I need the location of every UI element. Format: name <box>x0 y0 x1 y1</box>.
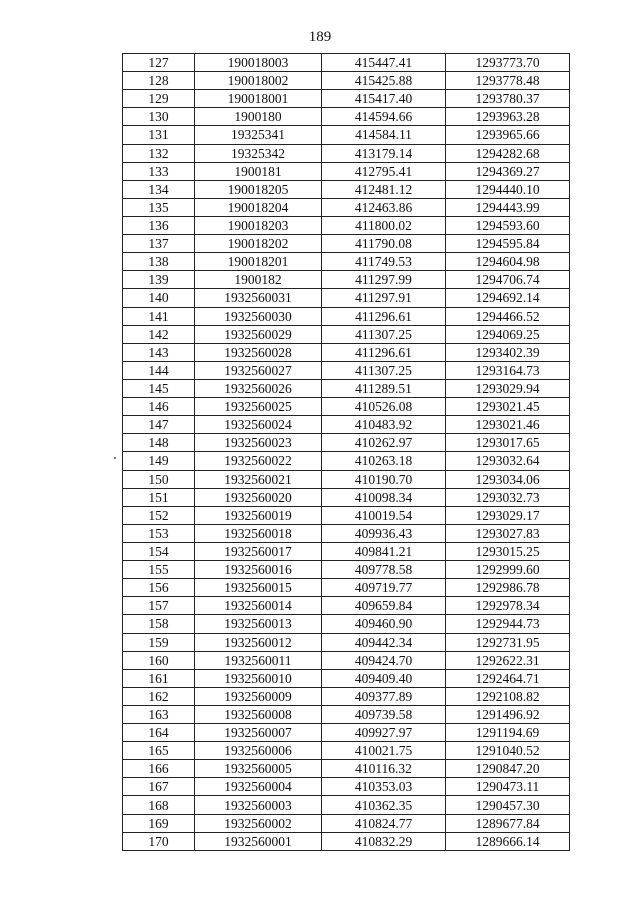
y-coordinate-cell: 1293773.70 <box>446 54 570 72</box>
x-coordinate-cell: 411297.91 <box>322 289 446 307</box>
table-row <box>123 579 570 597</box>
table-row <box>123 180 570 198</box>
x-coordinate-cell: 410263.18 <box>322 452 446 470</box>
y-coordinate-cell: 1291040.52 <box>446 742 570 760</box>
x-coordinate-cell: 410190.70 <box>322 470 446 488</box>
x-coordinate-cell: 409778.58 <box>322 561 446 579</box>
x-coordinate-cell: 411289.51 <box>322 379 446 397</box>
x-coordinate-cell: 410824.77 <box>322 814 446 832</box>
y-coordinate-cell: 1294440.10 <box>446 180 570 198</box>
x-coordinate-cell: 409927.97 <box>322 724 446 742</box>
table-row <box>123 814 570 832</box>
point-number-cell: 140 <box>123 289 195 307</box>
y-coordinate-cell: 1293029.17 <box>446 506 570 524</box>
table-row <box>123 434 570 452</box>
table-row <box>123 216 570 234</box>
table-row <box>123 452 570 470</box>
x-coordinate-cell: 414584.11 <box>322 126 446 144</box>
y-coordinate-cell: 1293778.48 <box>446 72 570 90</box>
y-coordinate-cell: 1293027.83 <box>446 524 570 542</box>
table-row <box>123 633 570 651</box>
point-number-cell: 160 <box>123 651 195 669</box>
table-row <box>123 90 570 108</box>
point-number-cell: 128 <box>123 72 195 90</box>
point-id-cell: 1932560022 <box>195 452 322 470</box>
x-coordinate-cell: 413179.14 <box>322 144 446 162</box>
y-coordinate-cell: 1290473.11 <box>446 778 570 796</box>
x-coordinate-cell: 415425.88 <box>322 72 446 90</box>
table-row <box>123 325 570 343</box>
point-number-cell: 162 <box>123 687 195 705</box>
y-coordinate-cell: 1294595.84 <box>446 235 570 253</box>
y-coordinate-cell: 1294069.25 <box>446 325 570 343</box>
x-coordinate-cell: 410262.97 <box>322 434 446 452</box>
point-id-cell: 1932560006 <box>195 742 322 760</box>
x-coordinate-cell: 410353.03 <box>322 778 446 796</box>
point-number-cell: 139 <box>123 271 195 289</box>
x-coordinate-cell: 409442.34 <box>322 633 446 651</box>
point-id-cell: 1900181 <box>195 162 322 180</box>
x-coordinate-cell: 410019.54 <box>322 506 446 524</box>
y-coordinate-cell: 1293164.73 <box>446 361 570 379</box>
table-row <box>123 398 570 416</box>
x-coordinate-cell: 411749.53 <box>322 253 446 271</box>
x-coordinate-cell: 409936.43 <box>322 524 446 542</box>
point-number-cell: 145 <box>123 379 195 397</box>
table-row <box>123 144 570 162</box>
point-number-cell: 156 <box>123 579 195 597</box>
y-coordinate-cell: 1292108.82 <box>446 687 570 705</box>
point-number-cell: 151 <box>123 488 195 506</box>
table-row <box>123 705 570 723</box>
point-number-cell: 158 <box>123 615 195 633</box>
y-coordinate-cell: 1294443.99 <box>446 198 570 216</box>
x-coordinate-cell: 410021.75 <box>322 742 446 760</box>
point-number-cell: 159 <box>123 633 195 651</box>
point-number-cell: 148 <box>123 434 195 452</box>
x-coordinate-cell: 409719.77 <box>322 579 446 597</box>
y-coordinate-cell: 1293965.66 <box>446 126 570 144</box>
y-coordinate-cell: 1293021.46 <box>446 416 570 434</box>
x-coordinate-cell: 410832.29 <box>322 832 446 850</box>
point-id-cell: 190018202 <box>195 235 322 253</box>
x-coordinate-cell: 411297.99 <box>322 271 446 289</box>
x-coordinate-cell: 411296.61 <box>322 307 446 325</box>
x-coordinate-cell: 410362.35 <box>322 796 446 814</box>
y-coordinate-cell: 1293032.73 <box>446 488 570 506</box>
x-coordinate-cell: 409841.21 <box>322 542 446 560</box>
x-coordinate-cell: 411296.61 <box>322 343 446 361</box>
table-row <box>123 54 570 72</box>
y-coordinate-cell: 1292464.71 <box>446 669 570 687</box>
point-id-cell: 1932560018 <box>195 524 322 542</box>
point-number-cell: 169 <box>123 814 195 832</box>
x-coordinate-cell: 409659.84 <box>322 597 446 615</box>
coordinates-table <box>122 53 570 851</box>
y-coordinate-cell: 1290457.30 <box>446 796 570 814</box>
y-coordinate-cell: 1291194.69 <box>446 724 570 742</box>
x-coordinate-cell: 410483.92 <box>322 416 446 434</box>
point-number-cell: 143 <box>123 343 195 361</box>
point-id-cell: 1932560014 <box>195 597 322 615</box>
point-id-cell: 1900180 <box>195 108 322 126</box>
x-coordinate-cell: 415417.40 <box>322 90 446 108</box>
point-number-cell: 135 <box>123 198 195 216</box>
x-coordinate-cell: 409739.58 <box>322 705 446 723</box>
table-row <box>123 416 570 434</box>
point-id-cell: 190018001 <box>195 90 322 108</box>
point-number-cell: 154 <box>123 542 195 560</box>
point-id-cell: 1932560003 <box>195 796 322 814</box>
y-coordinate-cell: 1294466.52 <box>446 307 570 325</box>
point-number-cell: 149 <box>123 452 195 470</box>
table-row <box>123 307 570 325</box>
table-row <box>123 108 570 126</box>
point-number-cell: 155 <box>123 561 195 579</box>
table-row <box>123 235 570 253</box>
point-number-cell: 150 <box>123 470 195 488</box>
point-id-cell: 1932560023 <box>195 434 322 452</box>
table-row <box>123 615 570 633</box>
point-number-cell: 137 <box>123 235 195 253</box>
x-coordinate-cell: 415447.41 <box>322 54 446 72</box>
point-id-cell: 1932560002 <box>195 814 322 832</box>
y-coordinate-cell: 1294282.68 <box>446 144 570 162</box>
table-row <box>123 470 570 488</box>
table-row <box>123 162 570 180</box>
point-id-cell: 1932560015 <box>195 579 322 597</box>
y-coordinate-cell: 1293963.28 <box>446 108 570 126</box>
stray-mark <box>114 457 116 459</box>
y-coordinate-cell: 1292944.73 <box>446 615 570 633</box>
point-number-cell: 165 <box>123 742 195 760</box>
table-row <box>123 198 570 216</box>
table-row <box>123 506 570 524</box>
point-id-cell: 1932560008 <box>195 705 322 723</box>
x-coordinate-cell: 410116.32 <box>322 760 446 778</box>
point-id-cell: 190018204 <box>195 198 322 216</box>
x-coordinate-cell: 409424.70 <box>322 651 446 669</box>
table-row <box>123 289 570 307</box>
point-id-cell: 190018002 <box>195 72 322 90</box>
coordinates-table-body <box>123 54 570 851</box>
y-coordinate-cell: 1293029.94 <box>446 379 570 397</box>
table-row <box>123 669 570 687</box>
table-row <box>123 379 570 397</box>
table-row <box>123 832 570 850</box>
point-number-cell: 164 <box>123 724 195 742</box>
table-row <box>123 343 570 361</box>
point-number-cell: 157 <box>123 597 195 615</box>
x-coordinate-cell: 410098.34 <box>322 488 446 506</box>
y-coordinate-cell: 1294369.27 <box>446 162 570 180</box>
y-coordinate-cell: 1292999.60 <box>446 561 570 579</box>
y-coordinate-cell: 1292731.95 <box>446 633 570 651</box>
y-coordinate-cell: 1293034.06 <box>446 470 570 488</box>
point-number-cell: 153 <box>123 524 195 542</box>
x-coordinate-cell: 411790.08 <box>322 235 446 253</box>
table-row <box>123 488 570 506</box>
y-coordinate-cell: 1293402.39 <box>446 343 570 361</box>
table-row <box>123 796 570 814</box>
point-id-cell: 1932560010 <box>195 669 322 687</box>
point-number-cell: 130 <box>123 108 195 126</box>
point-id-cell: 190018003 <box>195 54 322 72</box>
x-coordinate-cell: 411307.25 <box>322 361 446 379</box>
x-coordinate-cell: 412481.12 <box>322 180 446 198</box>
table-row <box>123 687 570 705</box>
point-id-cell: 1932560001 <box>195 832 322 850</box>
table-row <box>123 724 570 742</box>
point-number-cell: 136 <box>123 216 195 234</box>
table-row <box>123 742 570 760</box>
table-row <box>123 597 570 615</box>
y-coordinate-cell: 1293032.64 <box>446 452 570 470</box>
point-number-cell: 167 <box>123 778 195 796</box>
point-id-cell: 1932560029 <box>195 325 322 343</box>
point-number-cell: 138 <box>123 253 195 271</box>
point-number-cell: 166 <box>123 760 195 778</box>
point-number-cell: 168 <box>123 796 195 814</box>
x-coordinate-cell: 412795.41 <box>322 162 446 180</box>
table-row <box>123 126 570 144</box>
table-row <box>123 542 570 560</box>
point-id-cell: 1932560019 <box>195 506 322 524</box>
y-coordinate-cell: 1290847.20 <box>446 760 570 778</box>
point-number-cell: 146 <box>123 398 195 416</box>
point-id-cell: 1932560011 <box>195 651 322 669</box>
point-id-cell: 1932560028 <box>195 343 322 361</box>
table-row <box>123 651 570 669</box>
point-number-cell: 132 <box>123 144 195 162</box>
point-number-cell: 129 <box>123 90 195 108</box>
table-row <box>123 760 570 778</box>
point-id-cell: 190018203 <box>195 216 322 234</box>
point-id-cell: 1932560026 <box>195 379 322 397</box>
point-number-cell: 133 <box>123 162 195 180</box>
y-coordinate-cell: 1294604.98 <box>446 253 570 271</box>
point-id-cell: 1932560031 <box>195 289 322 307</box>
point-id-cell: 1932560004 <box>195 778 322 796</box>
point-number-cell: 131 <box>123 126 195 144</box>
point-number-cell: 161 <box>123 669 195 687</box>
table-row <box>123 271 570 289</box>
point-number-cell: 127 <box>123 54 195 72</box>
x-coordinate-cell: 411307.25 <box>322 325 446 343</box>
point-id-cell: 190018201 <box>195 253 322 271</box>
y-coordinate-cell: 1292622.31 <box>446 651 570 669</box>
x-coordinate-cell: 409377.89 <box>322 687 446 705</box>
y-coordinate-cell: 1293017.65 <box>446 434 570 452</box>
y-coordinate-cell: 1292978.34 <box>446 597 570 615</box>
point-id-cell: 1932560012 <box>195 633 322 651</box>
point-number-cell: 144 <box>123 361 195 379</box>
point-id-cell: 1932560005 <box>195 760 322 778</box>
point-id-cell: 1932560020 <box>195 488 322 506</box>
y-coordinate-cell: 1294593.60 <box>446 216 570 234</box>
point-number-cell: 152 <box>123 506 195 524</box>
y-coordinate-cell: 1293015.25 <box>446 542 570 560</box>
x-coordinate-cell: 409409.40 <box>322 669 446 687</box>
page-number: 189 <box>308 29 332 45</box>
table-row <box>123 778 570 796</box>
point-id-cell: 1932560030 <box>195 307 322 325</box>
x-coordinate-cell: 410526.08 <box>322 398 446 416</box>
point-number-cell: 170 <box>123 832 195 850</box>
y-coordinate-cell: 1289666.14 <box>446 832 570 850</box>
point-id-cell: 1932560017 <box>195 542 322 560</box>
point-number-cell: 163 <box>123 705 195 723</box>
point-id-cell: 1932560013 <box>195 615 322 633</box>
point-id-cell: 1932560007 <box>195 724 322 742</box>
point-id-cell: 1932560021 <box>195 470 322 488</box>
point-id-cell: 1900182 <box>195 271 322 289</box>
point-number-cell: 147 <box>123 416 195 434</box>
point-id-cell: 1932560027 <box>195 361 322 379</box>
point-number-cell: 134 <box>123 180 195 198</box>
table-row <box>123 72 570 90</box>
table-row <box>123 253 570 271</box>
y-coordinate-cell: 1293021.45 <box>446 398 570 416</box>
y-coordinate-cell: 1294692.14 <box>446 289 570 307</box>
point-number-cell: 142 <box>123 325 195 343</box>
point-id-cell: 1932560024 <box>195 416 322 434</box>
x-coordinate-cell: 411800.02 <box>322 216 446 234</box>
y-coordinate-cell: 1294706.74 <box>446 271 570 289</box>
point-id-cell: 1932560016 <box>195 561 322 579</box>
y-coordinate-cell: 1291496.92 <box>446 705 570 723</box>
x-coordinate-cell: 409460.90 <box>322 615 446 633</box>
table-row <box>123 361 570 379</box>
y-coordinate-cell: 1293780.37 <box>446 90 570 108</box>
table-row <box>123 561 570 579</box>
x-coordinate-cell: 412463.86 <box>322 198 446 216</box>
point-id-cell: 19325341 <box>195 126 322 144</box>
table-row <box>123 524 570 542</box>
point-id-cell: 19325342 <box>195 144 322 162</box>
y-coordinate-cell: 1292986.78 <box>446 579 570 597</box>
point-number-cell: 141 <box>123 307 195 325</box>
x-coordinate-cell: 414594.66 <box>322 108 446 126</box>
point-id-cell: 190018205 <box>195 180 322 198</box>
point-id-cell: 1932560009 <box>195 687 322 705</box>
y-coordinate-cell: 1289677.84 <box>446 814 570 832</box>
point-id-cell: 1932560025 <box>195 398 322 416</box>
